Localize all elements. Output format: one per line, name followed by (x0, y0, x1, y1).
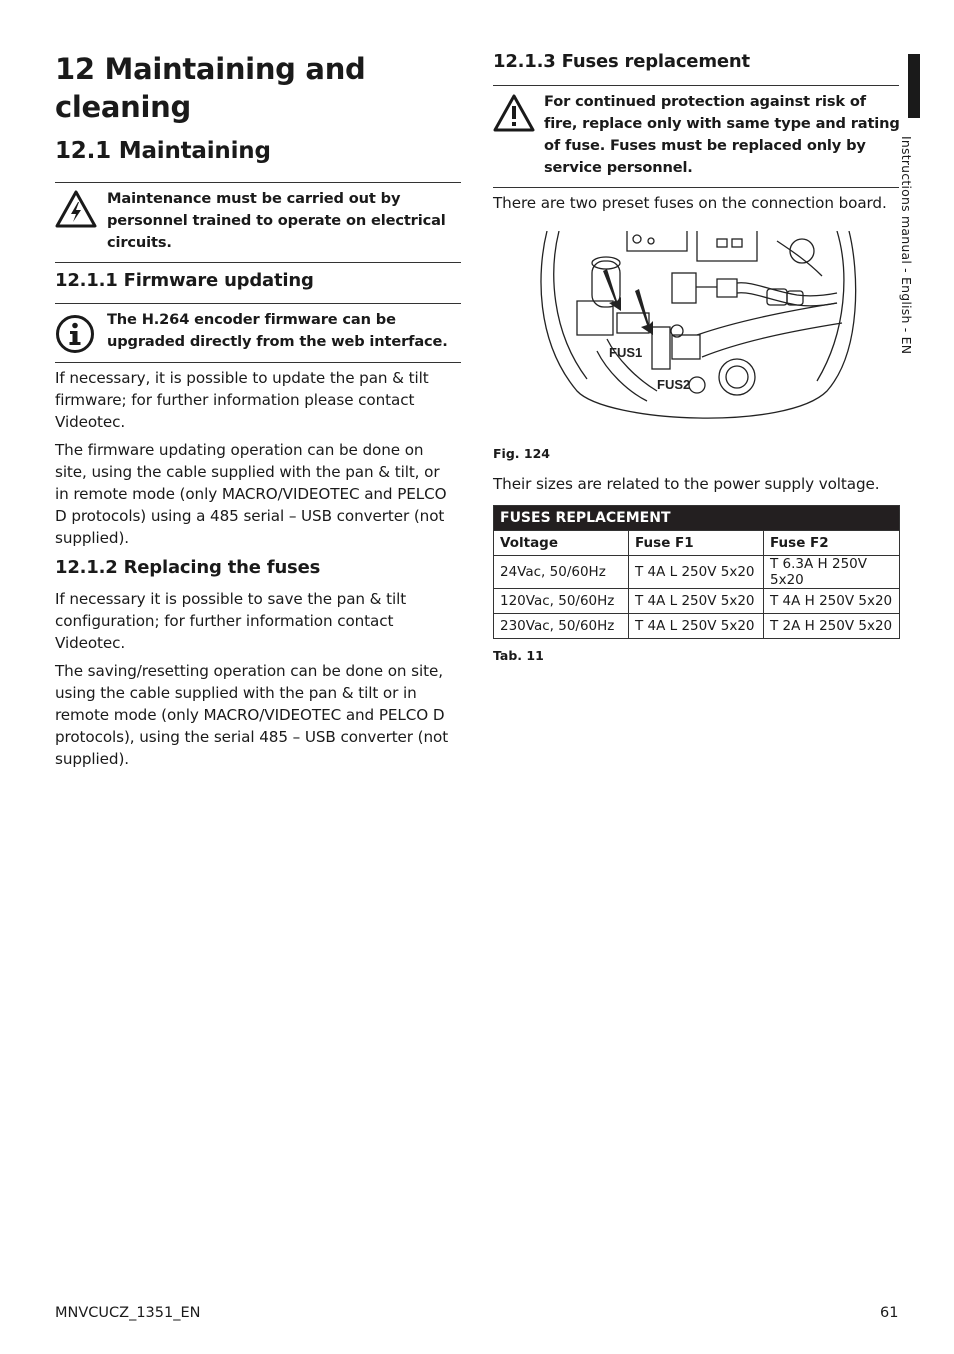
table-row (494, 589, 900, 614)
paragraph: There are two preset fuses on the connection board. (493, 194, 887, 212)
divider (55, 262, 461, 263)
divider (493, 85, 899, 86)
table-cell: T 4A H 250V 5x20 (764, 589, 900, 614)
page-title: 12 Maintaining and cleaning (55, 52, 366, 124)
table-cell: 230Vac, 50/60Hz (494, 614, 629, 639)
table-row (494, 614, 900, 639)
firmware-info-note: The H.264 encoder firmware can be upgraded directly from the web interface. (107, 311, 448, 350)
fus1-label: FUS1 (609, 345, 643, 360)
divider (55, 182, 461, 183)
fus2-label: FUS2 (657, 377, 691, 392)
connection-board-figure (537, 231, 857, 427)
table-caption: FUSES REPLACEMENT (494, 506, 900, 531)
section-heading: 12.1 Maintaining (55, 138, 271, 164)
table-header-row (494, 531, 900, 556)
paragraph: The firmware updating operation can be done on site, using the cable supplied with the pan & tilt, or in remote mode (only MACRO/VIDEOTEC and PELCO D protocols) using a 485 serial – USB converter (not supplied). (55, 441, 447, 547)
subsection-heading-fuses-replacement: 12.1.3 Fuses replacement (493, 51, 750, 72)
electric-hazard-icon (55, 190, 97, 232)
table-header: Voltage (494, 531, 629, 556)
table-row (494, 556, 900, 589)
table-cell: T 6.3A H 250V 5x20 (764, 556, 900, 589)
divider (55, 303, 461, 304)
subsection-heading-firmware: 12.1.1 Firmware updating (55, 270, 314, 291)
table-cell: 24Vac, 50/60Hz (494, 556, 629, 589)
table-cell: T 4A L 250V 5x20 (629, 589, 764, 614)
paragraph: If necessary it is possible to save the pan & tilt configuration; for further information contact Videotec. (55, 590, 407, 652)
side-tab-marker (908, 54, 920, 118)
fire-warning: For continued protection against risk of fire, replace only with same type and rating of fuse. Fuses must be replaced only by service personnel. (544, 93, 900, 176)
subsection-heading-fuses: 12.1.2 Replacing the fuses (55, 557, 321, 578)
document-code: MNVCUCZ_1351_EN (55, 1305, 201, 1321)
paragraph: The saving/resetting operation can be done on site, using the cable supplied with the pan & tilt or in remote mode (only MACRO/VIDEOTEC and PELCO D protocols), using the serial 485 – USB converter (not supplied). (55, 662, 449, 768)
info-icon (55, 314, 95, 358)
divider (55, 362, 461, 363)
maintenance-warning: Maintenance must be carried out by personnel trained to operate on electrical circuits. (107, 190, 446, 251)
paragraph: If necessary, it is possible to update the pan & tilt firmware; for further information please contact Videotec. (55, 369, 429, 431)
table-cell: T 4A L 250V 5x20 (629, 556, 764, 589)
divider (493, 187, 899, 188)
table-header: Fuse F2 (764, 531, 900, 556)
figure-caption: Fig. 124 (493, 446, 550, 461)
warning-icon (493, 94, 535, 136)
fuses-table (493, 505, 900, 639)
table-cell: T 2A H 250V 5x20 (764, 614, 900, 639)
table-label: Tab. 11 (493, 648, 544, 663)
page-number: 61 (880, 1305, 899, 1321)
table-cell: 120Vac, 50/60Hz (494, 589, 629, 614)
table-header: Fuse F1 (629, 531, 764, 556)
side-tab-text: Instructions manual - English - EN (899, 136, 914, 355)
table-cell: T 4A L 250V 5x20 (629, 614, 764, 639)
paragraph: Their sizes are related to the power supply voltage. (493, 475, 880, 493)
